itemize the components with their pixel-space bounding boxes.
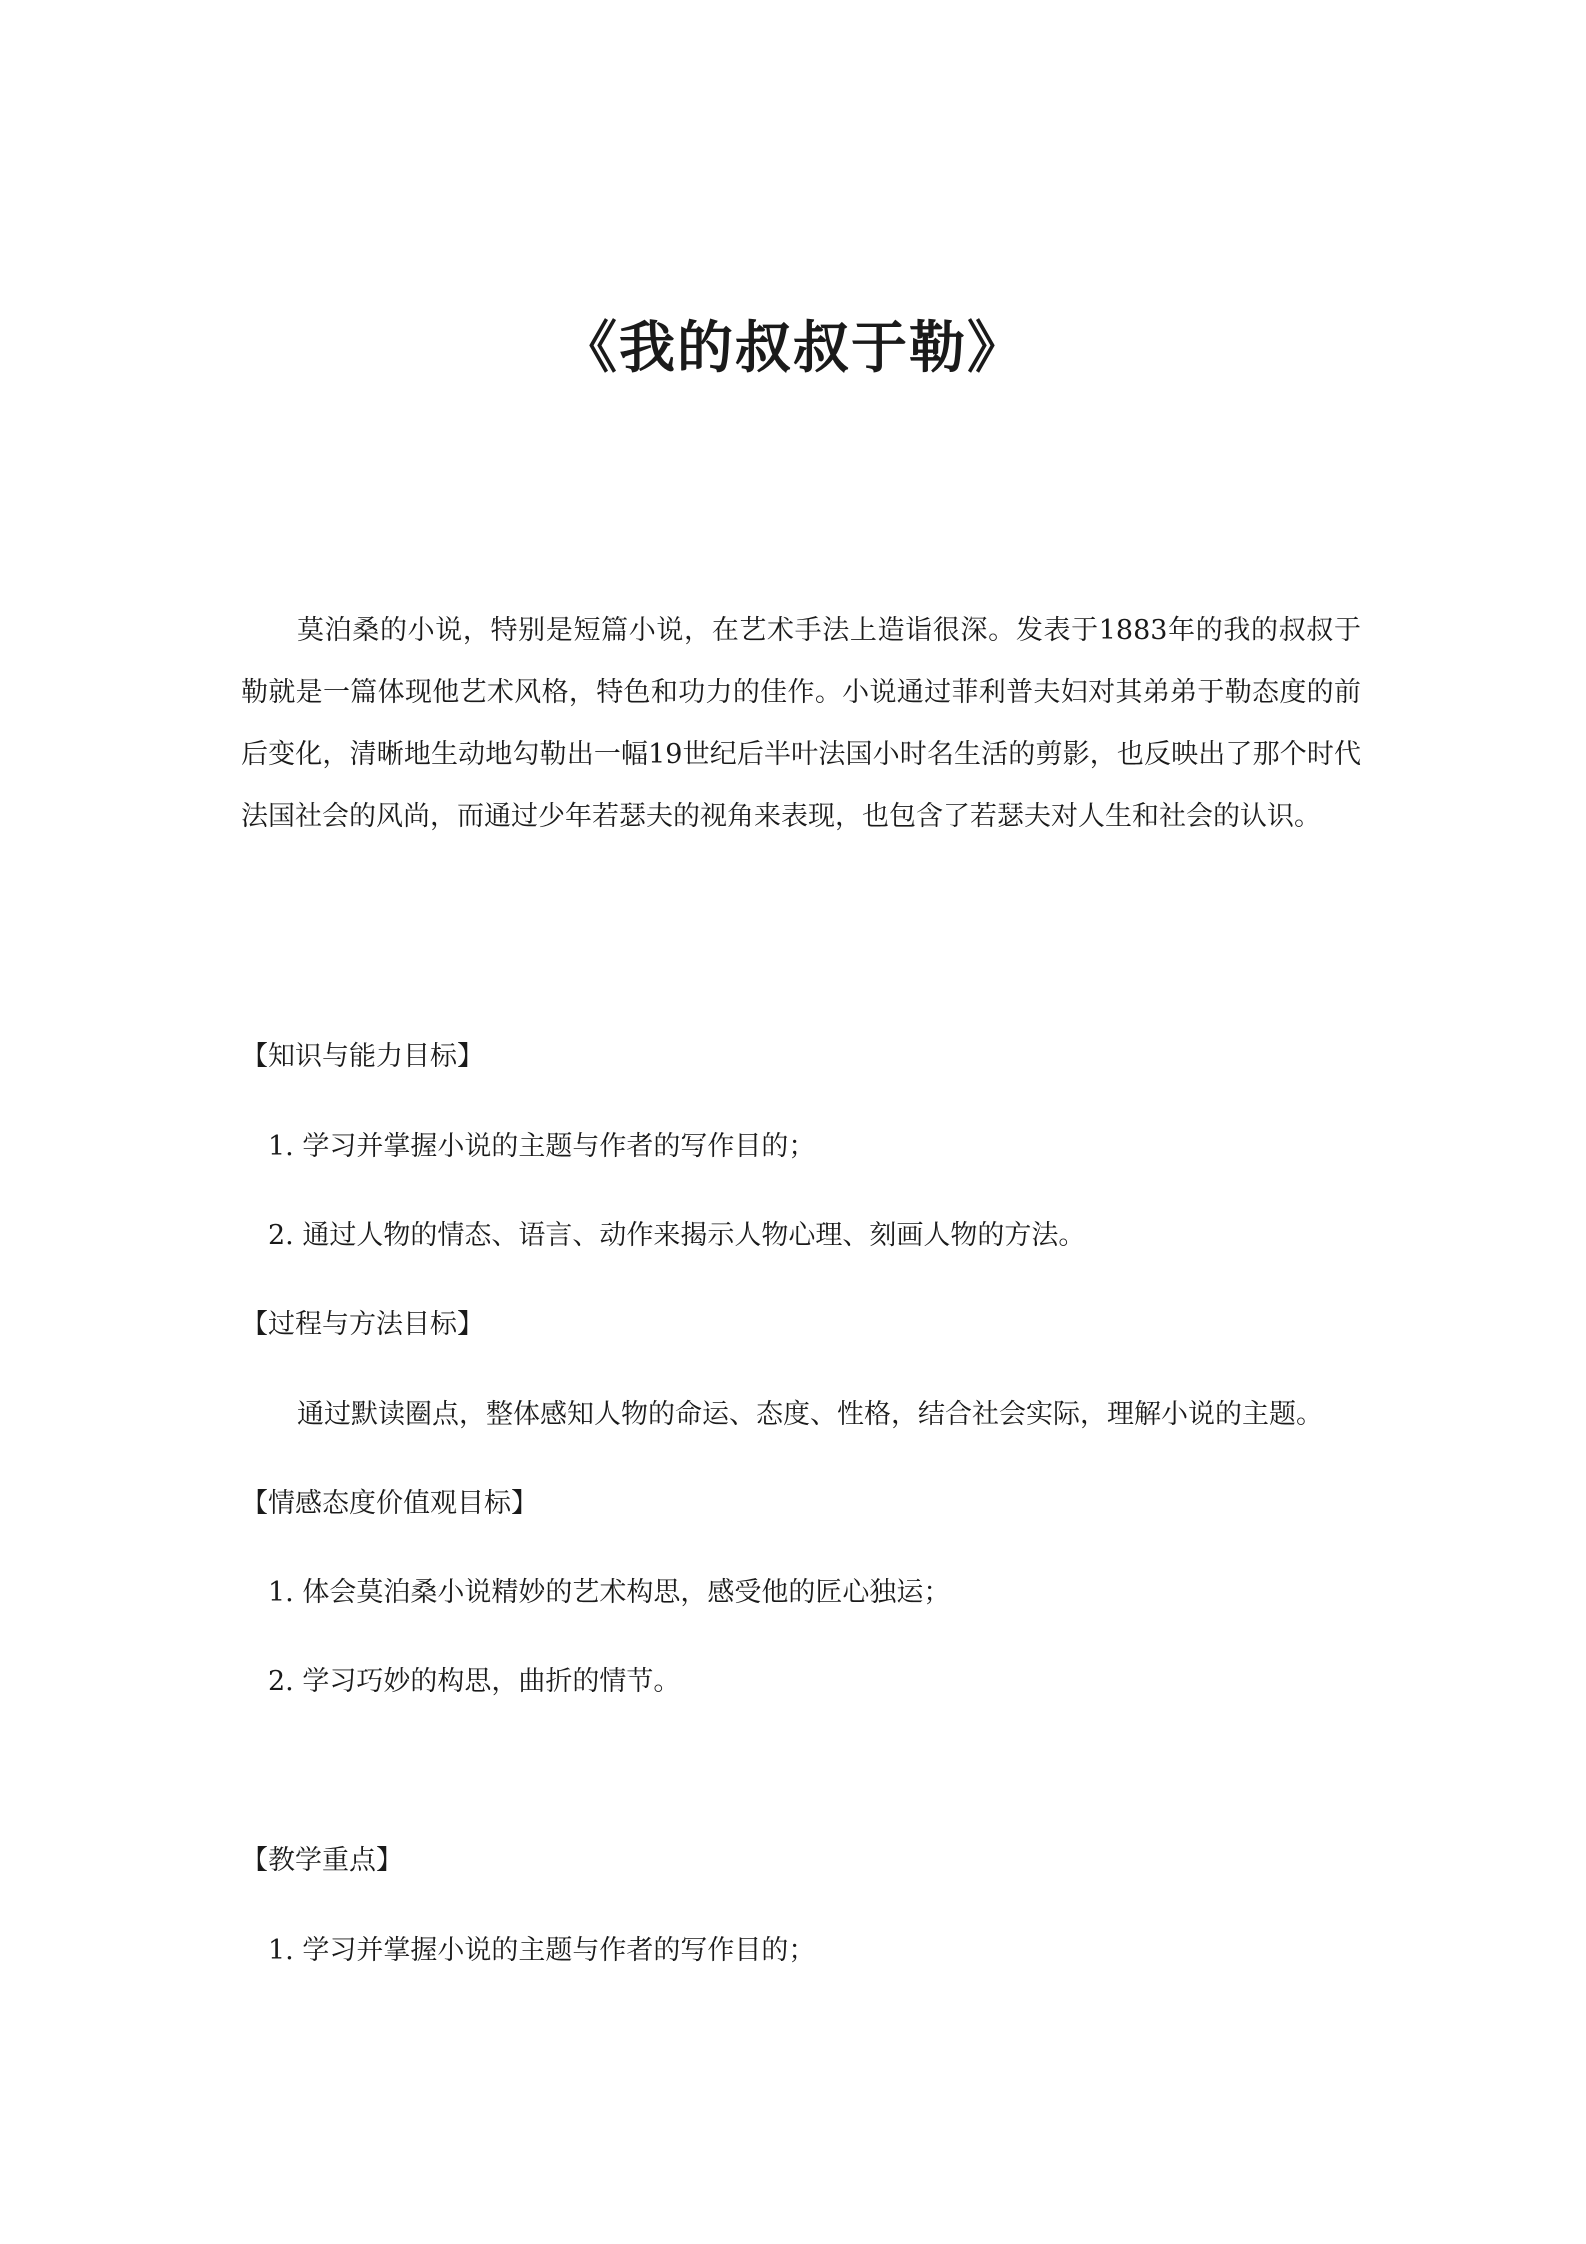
knowledge-goal-item-1: 1. 学习并掌握小说的主题与作者的写作目的； bbox=[268, 1131, 816, 1162]
emotion-goal-item-1: 1. 体会莫泊桑小说精妙的艺术构思，感受他的匠心独运； bbox=[268, 1577, 951, 1608]
intro-paragraph: 莫泊桑的小说，特别是短篇小说，在艺术手法上造诣很深。发表于1883年的我的叔叔于勒就是一篇体现他艺术风格，特色和功力的佳作。小说通过菲利普夫妇对其弟弟于勒态度的前后变化，清晰地生动地勾勒出一幅19世纪后半叶法国小时名生活的剪影，也反映出了那个时代法国社会的风尚，而通过少年若瑟夫的视角来表现，也包含了若瑟夫对人生和社会的认识。 bbox=[241, 615, 1361, 832]
teaching-focus-heading: 【教学重点】 bbox=[241, 1845, 403, 1876]
process-goal-heading: 【过程与方法目标】 bbox=[241, 1309, 484, 1340]
teaching-focus-item-1: 1. 学习并掌握小说的主题与作者的写作目的； bbox=[268, 1935, 816, 1966]
document-title: 《我的叔叔于勒》 bbox=[561, 315, 1025, 381]
process-goal-text: 通过默读圈点，整体感知人物的命运、态度、性格，结合社会实际，理解小说的主题。 bbox=[297, 1399, 1323, 1430]
knowledge-goal-heading: 【知识与能力目标】 bbox=[241, 1041, 484, 1072]
emotion-goal-heading: 【情感态度价值观目标】 bbox=[241, 1488, 538, 1519]
knowledge-goal-item-2: 2. 通过人物的情态、语言、动作来揭示人物心理、刻画人物的方法。 bbox=[268, 1220, 1086, 1251]
emotion-goal-item-2: 2. 学习巧妙的构思，曲折的情节。 bbox=[268, 1666, 681, 1697]
